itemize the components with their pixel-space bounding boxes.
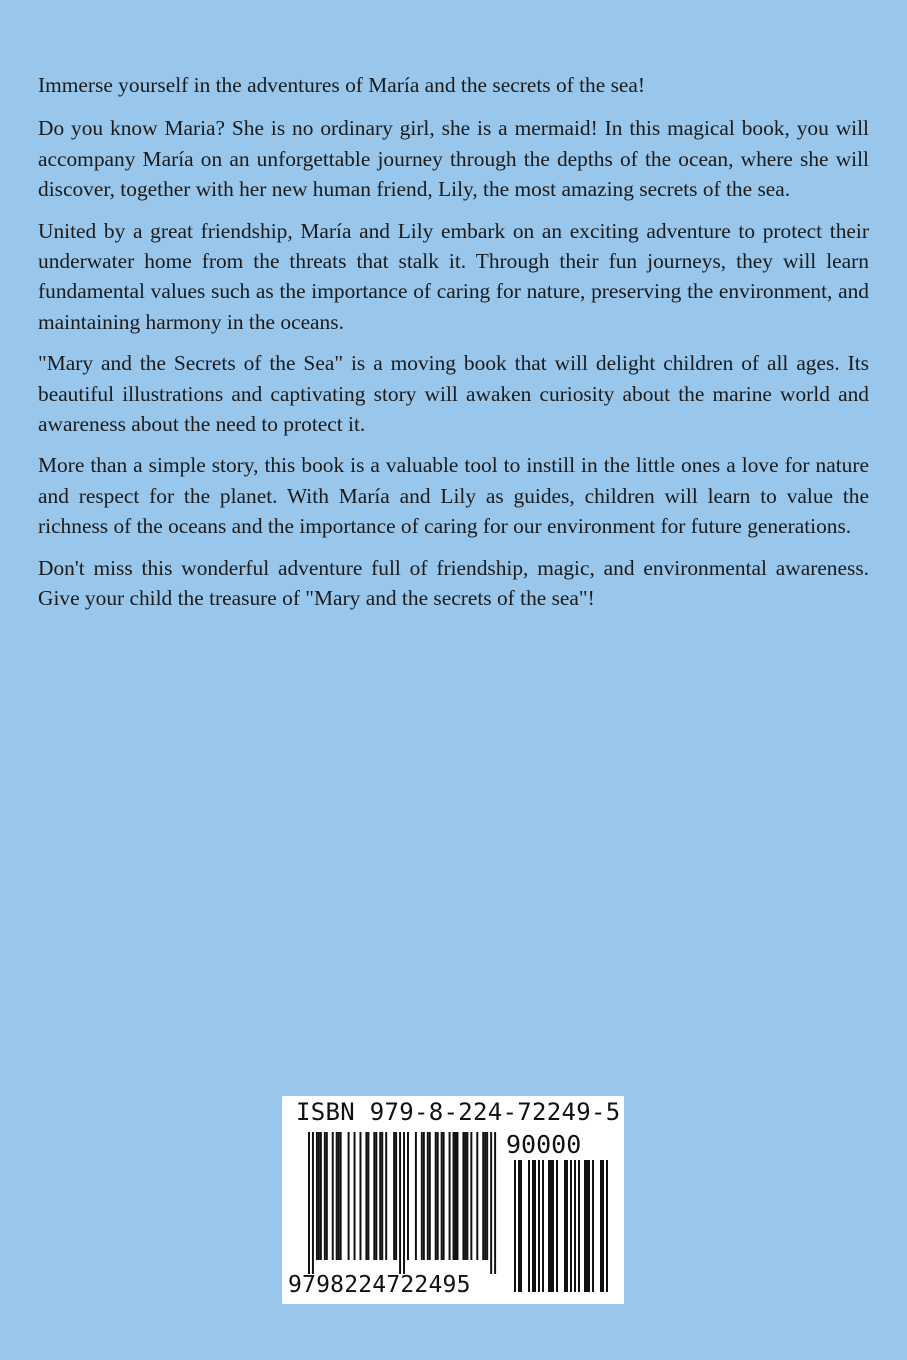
barcode-bar <box>584 1160 586 1292</box>
barcode-bar <box>395 1132 397 1260</box>
barcode-bar <box>375 1132 377 1260</box>
barcode-bar <box>532 1160 534 1292</box>
barcode-bar <box>466 1132 468 1260</box>
barcode-bar <box>457 1132 459 1260</box>
barcode-bar <box>550 1160 552 1292</box>
barcode-bar <box>606 1160 608 1292</box>
barcode-bar <box>486 1132 488 1260</box>
barcode-bar <box>312 1132 314 1274</box>
barcode-bar <box>359 1132 361 1260</box>
barcode-bar <box>534 1160 536 1292</box>
blurb-paragraph-intro: Immerse yourself in the adventures of María and the secrets of the sea! <box>38 73 646 97</box>
barcode-bar <box>403 1132 405 1274</box>
barcode-bar <box>449 1132 451 1260</box>
barcode-bar <box>407 1132 409 1260</box>
barcode-bar <box>556 1160 558 1292</box>
blurb-paragraph: More than a simple story, this book is a valuable tool to instill in the little ones a love for nature and respect for the planet. With María and Lily as guides, children will learn to value the richness of the oceans and the importance of caring for our environment for future generations. <box>38 453 869 539</box>
barcode-bar <box>518 1160 520 1292</box>
back-cover-blurb <box>38 70 869 625</box>
barcode-bar <box>552 1160 554 1292</box>
barcode-bar <box>538 1160 540 1292</box>
barcode-bar <box>316 1132 318 1260</box>
barcode-bar <box>476 1132 478 1260</box>
blurb-paragraph: "Mary and the Secrets of the Sea" is a moving book that will delight children of all ages. Its beautiful illustrations and captivating story will awaken curiosity about the marine world and awareness about the need to protect it. <box>38 351 869 437</box>
barcode-bar <box>338 1132 340 1260</box>
blurb-paragraph: Don't miss this wonderful adventure full of friendship, magic, and environmental awareness. Give your child the treasure of "Mary and the secrets of the sea"! <box>38 555 869 611</box>
barcode-bar <box>381 1132 383 1260</box>
barcode-bar <box>308 1132 310 1274</box>
barcode-bar <box>354 1132 356 1260</box>
barcode-bar <box>570 1160 572 1292</box>
barcode-bar <box>520 1160 522 1292</box>
barcode-bar <box>326 1132 328 1260</box>
barcode-bar <box>423 1132 425 1260</box>
barcode-bar <box>484 1132 486 1260</box>
barcode-bar <box>600 1160 602 1292</box>
barcode-bar <box>324 1132 326 1260</box>
barcode-bar <box>514 1160 516 1292</box>
barcode-bar <box>441 1132 443 1260</box>
barcode-bar <box>542 1160 544 1292</box>
barcode-bar <box>421 1132 423 1260</box>
barcode-bar <box>365 1132 367 1260</box>
barcode-bar <box>340 1132 342 1260</box>
barcode-bar <box>435 1132 437 1260</box>
barcode-bar <box>602 1160 604 1292</box>
barcode-bar <box>574 1160 576 1292</box>
blurb-paragraph: United by a great friendship, María and Lily embark on an exciting adventure to protect their underwater home from the threats that stalk it. Through their fun journeys, they will learn fundamental values such as the importance of caring for nature, preserving the environment, and maintaining harmony in the oceans. <box>38 218 869 334</box>
barcode-bar <box>348 1132 350 1260</box>
barcode-bar <box>548 1160 550 1292</box>
barcode-bar <box>427 1132 429 1260</box>
barcode-bar <box>592 1160 594 1292</box>
barcode-bar <box>379 1132 381 1260</box>
barcode-bar <box>464 1132 466 1260</box>
barcode-bar <box>566 1160 568 1292</box>
barcode-bar <box>588 1160 590 1292</box>
barcode-bar <box>385 1132 387 1260</box>
barcode-bar <box>455 1132 457 1260</box>
barcode-bar <box>437 1132 439 1260</box>
blurb-paragraph: Do you know Maria? She is no ordinary girl, she is a mermaid! In this magical book, you will accompany María on an unforgettable journey through the depths of the ocean, where she will discover, together with her new human friend, Lily, the most amazing secrets of the sea. <box>38 116 869 202</box>
barcode-bar <box>320 1132 322 1260</box>
barcode-bar <box>462 1132 464 1260</box>
barcode-bar <box>373 1132 375 1260</box>
barcode-bar <box>482 1132 484 1260</box>
barcode-bar <box>318 1132 320 1260</box>
barcode-bar <box>336 1132 338 1260</box>
barcode-bar <box>332 1132 334 1260</box>
price-code: 90000 <box>506 1130 582 1159</box>
barcode-bar <box>564 1160 566 1292</box>
barcode-bar <box>586 1160 588 1292</box>
barcode-bar <box>367 1132 369 1260</box>
barcode-bar <box>415 1132 417 1260</box>
barcode-bar <box>528 1160 530 1292</box>
barcode-bar <box>494 1132 496 1274</box>
barcode-bar <box>399 1132 401 1274</box>
isbn-label: ISBN 979-8-224-72249-5 <box>296 1098 621 1126</box>
barcode-bar <box>470 1132 472 1260</box>
barcode-bar <box>453 1132 455 1260</box>
barcode-bar <box>429 1132 431 1260</box>
barcode-bar <box>443 1132 445 1260</box>
barcode-bar <box>393 1132 395 1260</box>
ean-digits: 9798224722495 <box>288 1272 471 1298</box>
isbn-barcode <box>282 1096 624 1304</box>
barcode-bar <box>490 1132 492 1274</box>
barcode-bar <box>578 1160 580 1292</box>
